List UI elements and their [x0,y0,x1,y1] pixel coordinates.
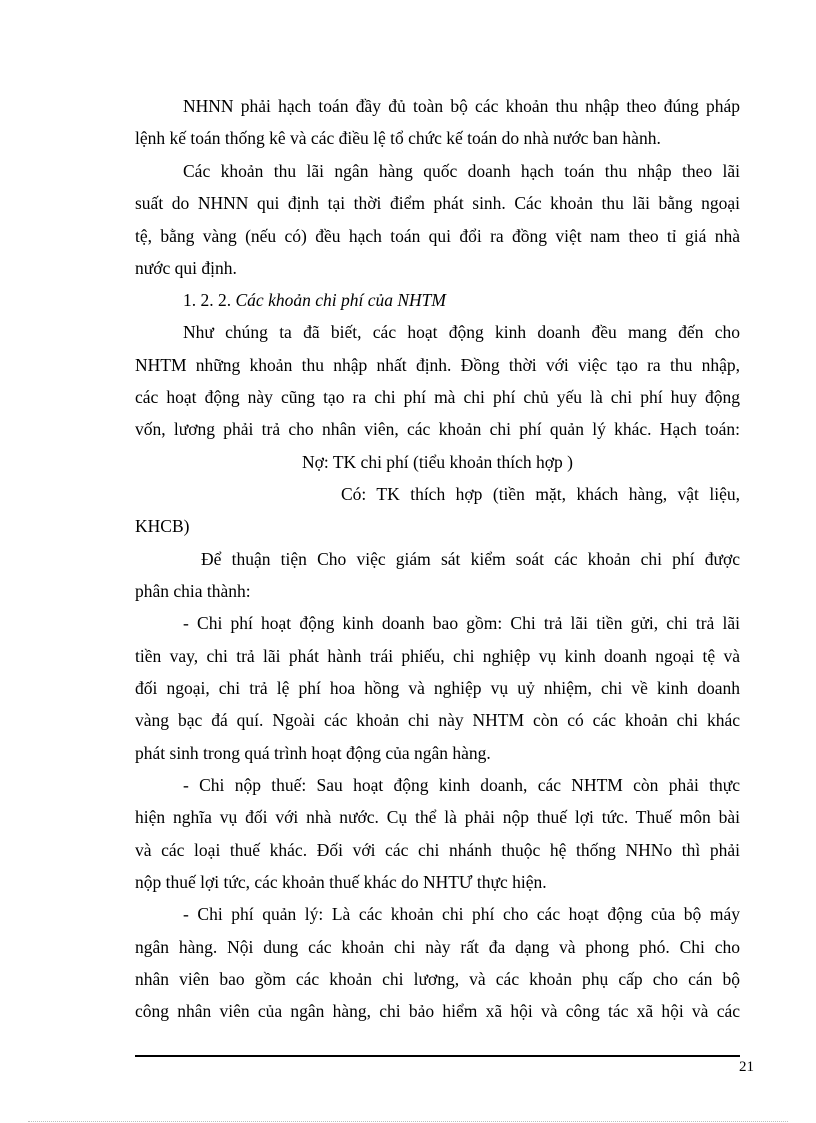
list-item-text-line: và các loại thuế khác. Đối với các chi nhánh thuộc hệ thống NHNo thì phải [135,840,740,860]
body-text-line: suất do NHNN qui định tại thời điểm phát sinh. Các khoản thu lãi bằng ngoại [135,193,740,213]
body-text-line: vốn, lương phải trả cho nhân viên, các khoản chi phí quản lý khác. Hạch toán: [135,419,740,439]
list-item-text-line: phát sinh trong quá trình hoạt động của ngân hàng. [135,743,491,763]
list-item-text-line: vàng bạc đá quí. Ngoài các khoản chi này NHTM còn có các khoản chi khác [135,710,740,730]
list-item-text-line: đối ngoại, chi trả lệ phí hoa hồng và nghiệp vụ uỷ nhiệm, chi về kinh doanh [135,678,740,698]
section-heading [183,290,740,310]
list-item-text-line: ngân hàng. Nội dung các khoản chi này rất đa dạng và phong phó. Chi cho [135,937,740,957]
section-heading-number: 1. 2. 2. [183,290,236,310]
list-item-text-line: tiền vay, chi trả lãi phát hành trái phiếu, chi nghiệp vụ kinh doanh ngoại tệ và [135,646,740,666]
body-text-line: NHNN phải hạch toán đầy đủ toàn bộ các khoản thu nhập theo đúng pháp [183,96,740,116]
section-heading-title: Các khoản chi phí của NHTM [235,290,446,310]
body-text-line: Các khoản thu lãi ngân hàng quốc doanh hạch toán thu nhập theo lãi [183,161,740,181]
list-item-text-line: hiện nghĩa vụ đối với nhà nước. Cụ thể là phải nộp thuế lợi tức. Thuế môn bài [135,807,740,827]
footer-rule [135,1055,740,1057]
page-bottom-border [28,1121,788,1122]
list-item-text-line: công nhân viên của ngân hàng, chi bảo hiểm xã hội và công tác xã hội và các [135,1001,740,1021]
accounting-entry-debit: Nợ: TK chi phí (tiểu khoản thích hợp ) [302,452,573,472]
accounting-entry-credit: Có: TK thích hợp (tiền mặt, khách hàng, vật liệu, [341,484,740,504]
body-text-line: Như chúng ta đã biết, các hoạt động kinh doanh đều mang đến cho [183,322,740,342]
body-text-line: nước qui định. [135,258,237,278]
list-item-text-line: nộp thuế lợi tức, các khoản thuế khác do NHTƯ thực hiện. [135,872,547,892]
list-item-text-line: - Chi phí hoạt động kinh doanh bao gồm: Chi trả lãi tiền gửi, chi trả lãi [183,613,740,633]
body-text-line: tệ, bằng vàng (nếu có) đều hạch toán qui đổi ra đồng việt nam theo tỉ giá nhà [135,226,740,246]
list-item-text-line: - Chi phí quản lý: Là các khoản chi phí cho các hoạt động của bộ máy [183,904,740,924]
body-text-line: NHTM những khoản thu nhập nhất định. Đồng thời với việc tạo ra thu nhập, [135,355,740,375]
accounting-entry-credit-cont: KHCB) [135,516,190,536]
list-item-text-line: - Chi nộp thuế: Sau hoạt động kinh doanh, các NHTM còn phải thực [183,775,740,795]
body-text-line: lệnh kế toán thống kê và các điều lệ tổ chức kế toán do nhà nước ban hành. [135,128,661,148]
page-number: 21 [739,1059,754,1075]
list-item-text-line: nhân viên bao gồm các khoản chi lương, và các khoản phụ cấp cho cán bộ [135,969,740,989]
body-text-line: Để thuận tiện Cho việc giám sát kiểm soát các khoản chi phí được [201,549,740,569]
body-text-line: các hoạt động này cũng tạo ra chi phí mà chi phí chủ yếu là chi phí huy động [135,387,740,407]
body-text-line: phân chia thành: [135,581,251,601]
